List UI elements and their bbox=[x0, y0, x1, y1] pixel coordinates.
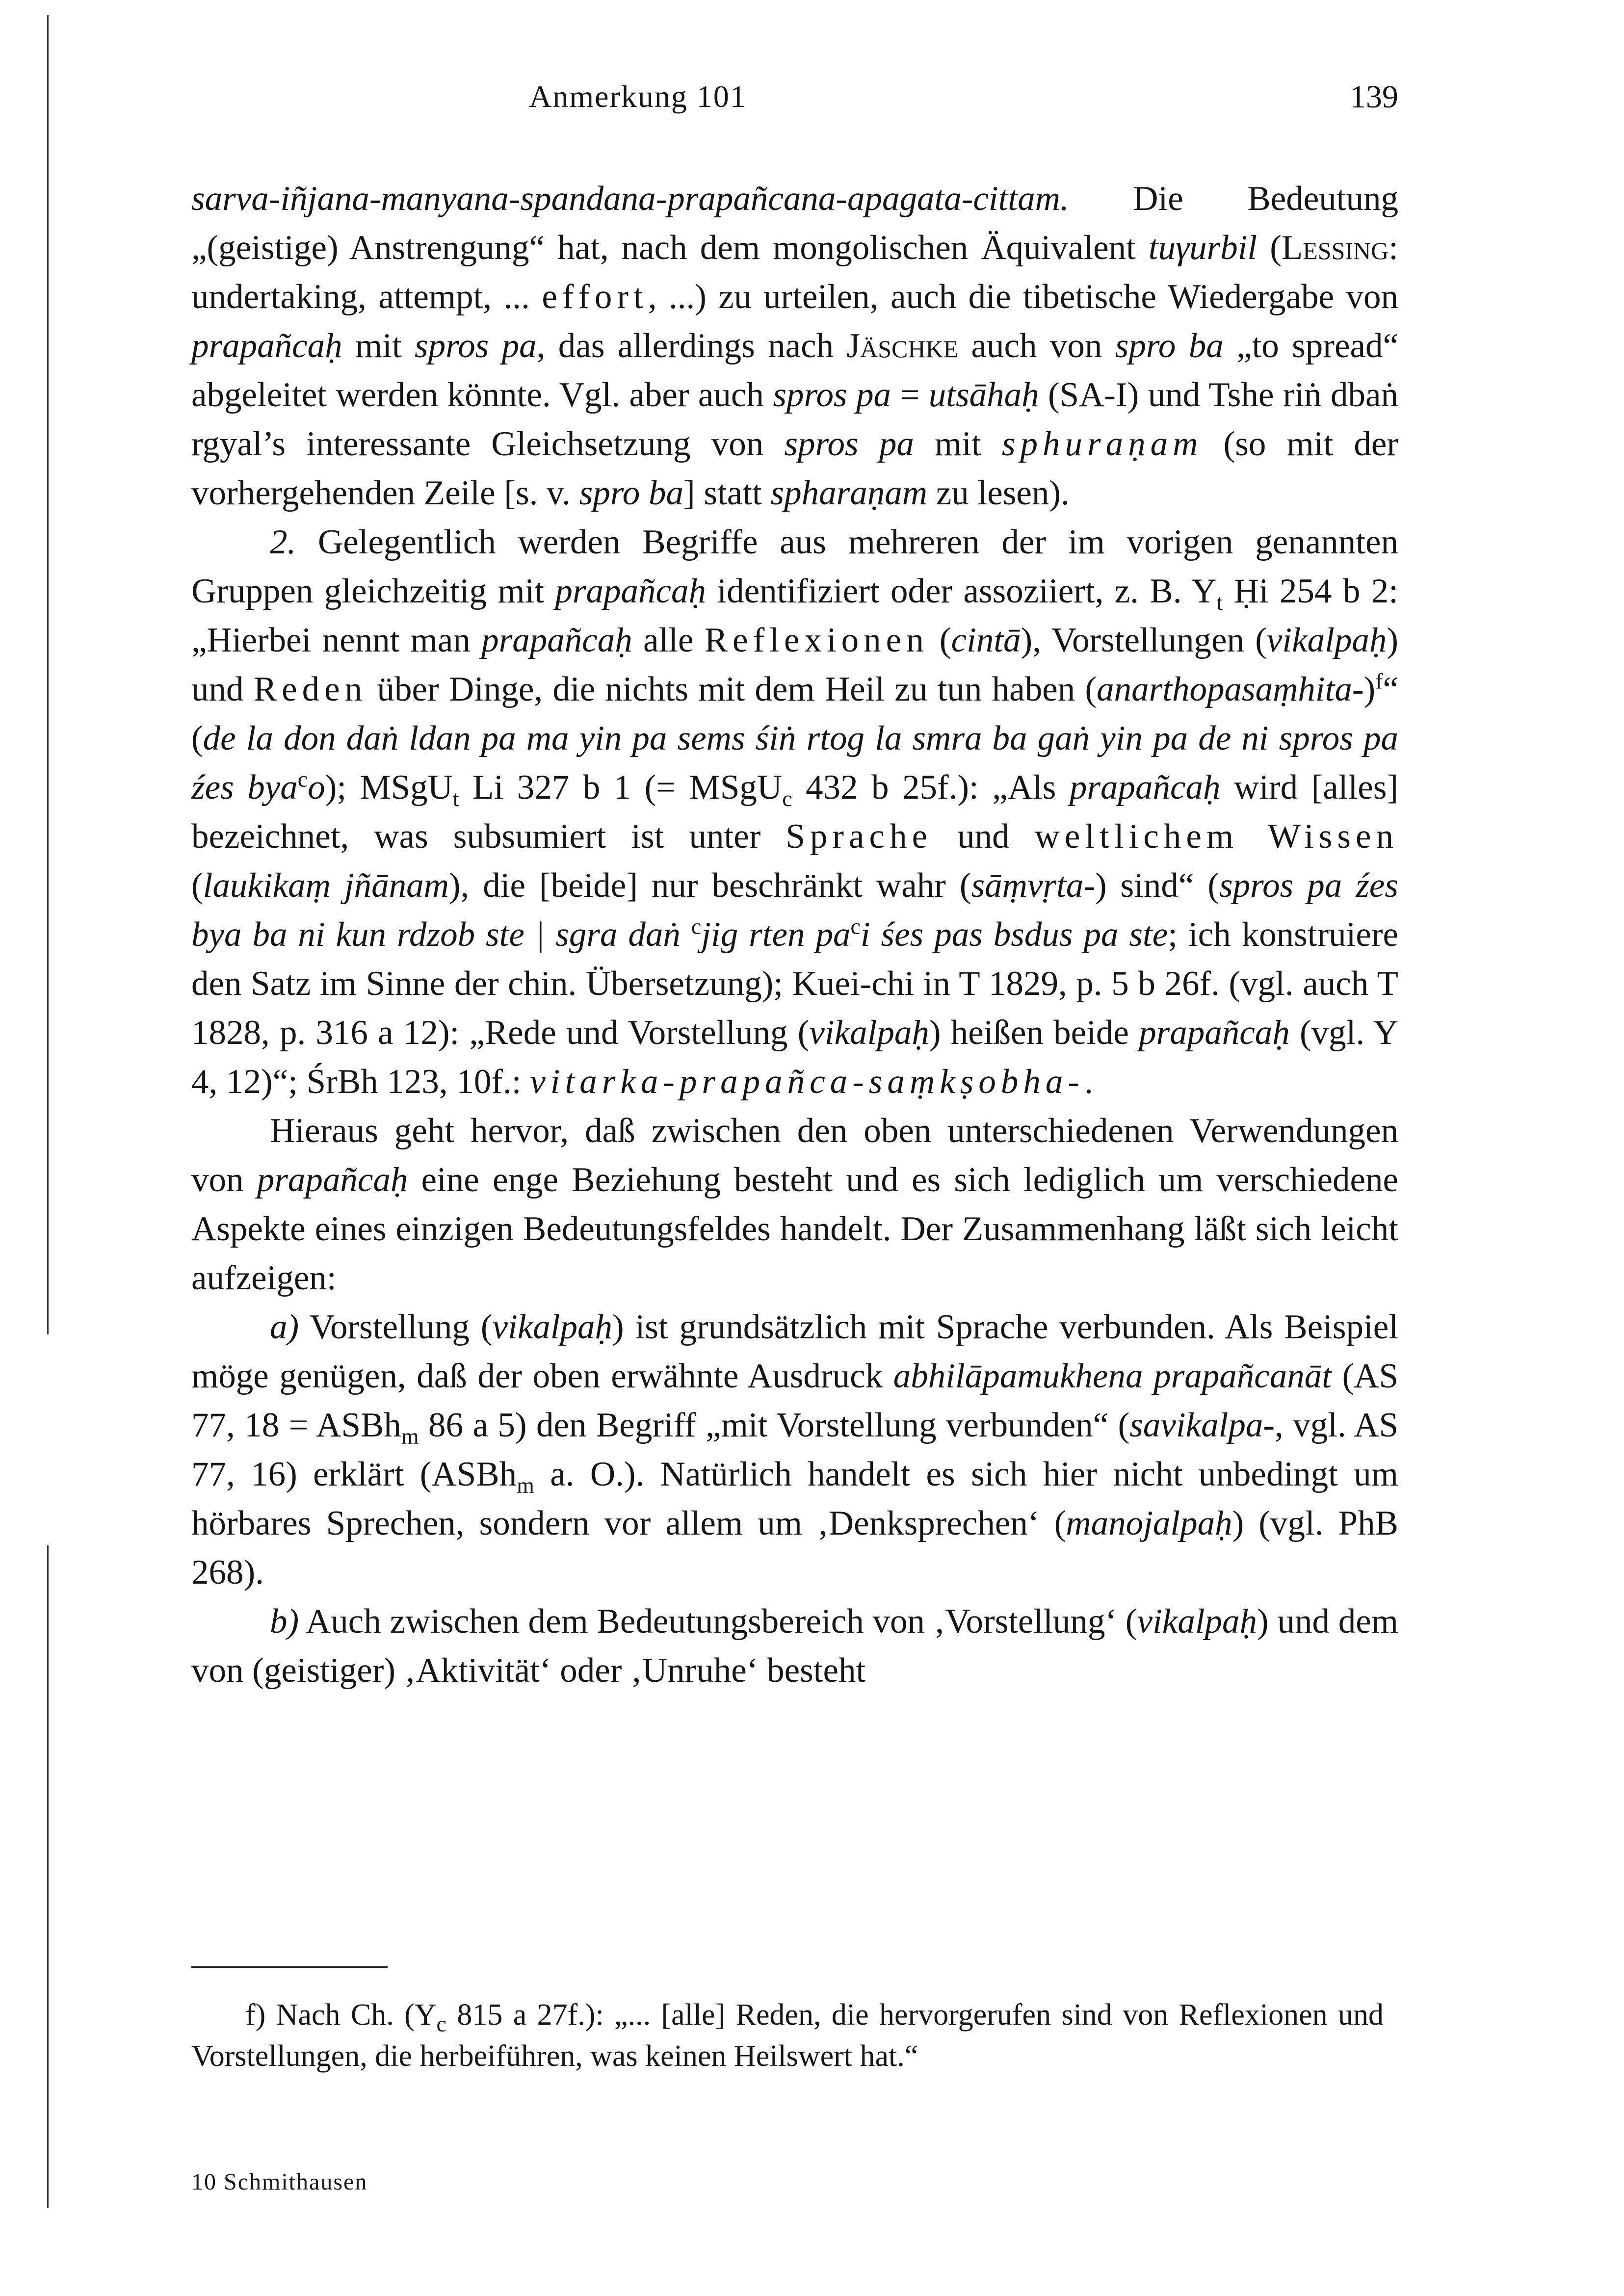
text-run: cintā bbox=[951, 621, 1021, 659]
text-run: Sprache bbox=[786, 817, 933, 856]
paragraph bbox=[191, 518, 1398, 1106]
text-run: über Dinge, die nichts mit dem Heil zu tun haben ( bbox=[367, 670, 1097, 708]
footnote-rule bbox=[191, 1966, 388, 1968]
signature-mark: 10 Schmithausen bbox=[191, 2169, 368, 2195]
text-run: Gelegentlich werden Begriffe aus mehreren der im vorigen genannten Gruppen gleichzeitig mit bbox=[191, 523, 1398, 610]
text-run: ) bbox=[1363, 670, 1376, 708]
text-run: ) ist grundsätzlich mit Sprache verbunden. Als Beispiel möge genügen, daß der oben erwähnte Ausdruck bbox=[191, 1308, 1398, 1395]
text-run: anarthopasaṃhita- bbox=[1097, 670, 1364, 708]
text-run: ), die [beide] nur beschränkt wahr ( bbox=[448, 866, 971, 905]
text-run: , ...) zu urteilen, auch die tibetische Wiedergabe von bbox=[648, 278, 1398, 316]
text-run: o bbox=[308, 768, 325, 807]
text-run: t bbox=[1216, 590, 1223, 615]
text-run: c bbox=[436, 2011, 446, 2036]
body-text bbox=[191, 174, 1398, 1695]
text-run: (SA-I) und Tshe riṅ dbaṅ rgyal’s interessante Gleichsetzung von bbox=[191, 376, 1398, 463]
text-run: tuγurbil bbox=[1148, 229, 1257, 267]
paragraph bbox=[191, 1303, 1398, 1597]
footnote bbox=[191, 1994, 1384, 2077]
text-run: spharaṇam bbox=[770, 474, 927, 512]
text-run: (so mit der vorhergehenden Zeile [s. v. bbox=[191, 425, 1398, 512]
text-run: c bbox=[782, 786, 792, 811]
text-run: ( bbox=[1257, 229, 1282, 267]
text-run: prapañcaḥ bbox=[257, 1161, 408, 1199]
text-run: ( bbox=[928, 621, 951, 659]
text-run: Hieraus geht hervor, daß zwischen den oben unterschiedenen Verwendungen von bbox=[191, 1112, 1398, 1199]
text-run: Lessing bbox=[1281, 229, 1389, 267]
text-run: alle bbox=[632, 621, 705, 659]
text-run: f bbox=[1375, 668, 1383, 694]
text-run: i śes pas bsdus pa ste bbox=[860, 915, 1168, 954]
text-run: laukikaṃ jñānam bbox=[203, 866, 449, 905]
text-run: vitarka-prapañca-saṃkṣobha- bbox=[530, 1063, 1084, 1101]
text-run: ) heißen beide bbox=[929, 1014, 1139, 1052]
running-head: Anmerkung 101 bbox=[529, 79, 747, 114]
text-run: ( bbox=[191, 866, 203, 905]
text-run: Auch zwischen dem Bedeutungsbereich von ‚Vorstellung‘ ( bbox=[299, 1602, 1137, 1641]
text-run: spro ba bbox=[579, 474, 683, 512]
text-run: auch von bbox=[958, 327, 1115, 365]
text-run: ) sind“ ( bbox=[1095, 866, 1220, 905]
text-run: savikalpa- bbox=[1129, 1406, 1275, 1444]
text-run: spro ba bbox=[1115, 327, 1224, 365]
text-run: vikalpaḥ bbox=[1266, 621, 1387, 659]
text-run: 432 b 25f.): „Als bbox=[792, 768, 1070, 807]
text-run: b) bbox=[270, 1602, 299, 1641]
text-run: f) Nach Ch. (Y bbox=[245, 1998, 437, 2032]
text-run: c bbox=[691, 913, 702, 939]
paragraph bbox=[191, 174, 1398, 518]
text-run: c bbox=[297, 766, 308, 792]
text-run: prapañcaḥ bbox=[481, 621, 632, 659]
text-run: ) und dem von (geistiger) ‚Aktivität‘ oder ‚Unruhe‘ besteht bbox=[191, 1602, 1398, 1690]
text-run: m bbox=[401, 1424, 419, 1449]
scan-edge-line-lower bbox=[47, 1545, 49, 2208]
text-run: abhilāpamukhena prapañcanāt bbox=[893, 1357, 1332, 1395]
text-run: , vgl. AS 77, 16) erklärt (ASBh bbox=[191, 1406, 1398, 1493]
text-run: “ ( bbox=[191, 670, 1399, 757]
text-run: Ḥi 254 b 2: „Hierbei nennt man bbox=[191, 572, 1398, 659]
text-run: Li 327 b 1 (= MSgU bbox=[459, 768, 783, 807]
text-run: mit bbox=[914, 425, 1002, 463]
text-run: ; ich konstruiere den Satz im Sinne der chin. Übersetzung); Kuei-chi in T 1829, p. 5 b 26f. (vgl. auch T 1828, p. 316 a 12): „Rede und Vorstellung ( bbox=[191, 915, 1398, 1052]
text-run: identifiziert oder assoziiert, z. B. Y bbox=[706, 572, 1217, 610]
text-run: prapañcaḥ bbox=[1139, 1014, 1290, 1052]
text-run: vikalpaḥ bbox=[1137, 1602, 1257, 1641]
text-run: : undertaking, attempt, ... bbox=[191, 229, 1398, 316]
text-run: c bbox=[850, 913, 861, 939]
text-run: (vgl. Y 4, 12)“; ŚrBh 123, 10f.: bbox=[191, 1014, 1398, 1101]
paragraph bbox=[191, 1106, 1398, 1303]
text-run: 2. bbox=[270, 523, 296, 561]
text-run: eine enge Beziehung besteht und es sich lediglich um verschiedene Aspekte eines einzigen Bedeutungsfeldes handelt. Der Zusammenhang läßt sich leicht aufzeigen: bbox=[191, 1161, 1399, 1297]
text-run: ) (vgl. PhB 268). bbox=[191, 1504, 1398, 1592]
text-run: a) bbox=[270, 1308, 299, 1346]
text-run: sarva-iñjana-manyana-spandana-prapañcana-apagata-cittam. bbox=[191, 180, 1069, 218]
text-run: Jäschke bbox=[846, 327, 959, 365]
text-run: zu lesen). bbox=[927, 474, 1070, 512]
text-run: de la don daṅ ldan pa ma yin pa sems śiṅ rtog la smra ba gaṅ yin pa de ni spros pa źes bya bbox=[191, 719, 1398, 807]
text-run: wird [alles] bezeichnet, was subsumiert ist unter bbox=[191, 768, 1398, 856]
text-run: weltlichem Wissen bbox=[1034, 817, 1399, 856]
text-run: und bbox=[932, 817, 1035, 856]
text-run: 86 a 5) den Begriff „mit Vorstellung verbunden“ ( bbox=[419, 1406, 1130, 1444]
text-run: utsāhaḥ bbox=[928, 376, 1039, 414]
text-run: prapañcaḥ bbox=[1069, 768, 1221, 807]
text-run: t bbox=[452, 786, 459, 811]
text-run: ) und bbox=[191, 621, 1399, 708]
text-run: 815 a 27f.): „... [alle] Reden, die hervorgerufen sind von Reflexionen und Vorstellungen, die herbeiführen, was keinen Heilswert hat.“ bbox=[191, 1998, 1384, 2073]
footnote-text bbox=[191, 1994, 1384, 2077]
text-run: Vorstellung ( bbox=[299, 1308, 493, 1346]
text-run: vikalpaḥ bbox=[809, 1014, 929, 1052]
text-run: m bbox=[517, 1473, 534, 1498]
text-run: ] statt bbox=[683, 474, 771, 512]
text-run: mit bbox=[342, 327, 415, 365]
text-run: = bbox=[891, 376, 929, 414]
paragraph bbox=[191, 1597, 1398, 1695]
text-run: (AS 77, 18 = ASBh bbox=[191, 1357, 1399, 1444]
text-run: a. O.). Natürlich handelt es sich hier nicht unbedingt um hörbares Sprechen, sondern vor allem um ‚Denksprechen‘ ( bbox=[191, 1455, 1399, 1542]
text-run: . bbox=[1084, 1063, 1093, 1101]
text-run: Die Bedeutung „(geistige) Anstrengung“ hat, nach dem mongolischen Äquivalent bbox=[191, 180, 1398, 267]
text-run: sphuraṇam bbox=[1001, 425, 1203, 463]
text-run: jig rten pa bbox=[701, 915, 851, 954]
text-run: Reflexionen bbox=[704, 621, 929, 659]
text-run: spros pa bbox=[773, 376, 891, 414]
page-number: 139 bbox=[1350, 79, 1398, 115]
text-run: vikalpaḥ bbox=[492, 1308, 612, 1346]
text-run: „to spread“ abgeleitet werden könnte. Vgl. aber auch bbox=[191, 327, 1398, 414]
text-run: prapañcaḥ bbox=[191, 327, 342, 365]
text-run: Reden bbox=[253, 670, 367, 708]
text-run: sāṃvṛta- bbox=[971, 866, 1095, 905]
text-run: spros pa źes bya ba ni kun rdzob ste | sgra daṅ bbox=[191, 866, 1398, 954]
text-run: prapañcaḥ bbox=[555, 572, 707, 610]
scan-edge-line bbox=[47, 15, 49, 1334]
text-run: , das allerdings nach bbox=[536, 327, 847, 365]
text-run: ), Vorstellungen ( bbox=[1021, 621, 1267, 659]
text-run: ); MSgU bbox=[325, 768, 453, 807]
text-run: effort bbox=[542, 278, 648, 316]
text-run: spros pa bbox=[784, 425, 914, 463]
text-run: spros pa bbox=[415, 327, 537, 365]
text-run: manojalpaḥ bbox=[1066, 1504, 1232, 1542]
page-header bbox=[191, 78, 1398, 132]
